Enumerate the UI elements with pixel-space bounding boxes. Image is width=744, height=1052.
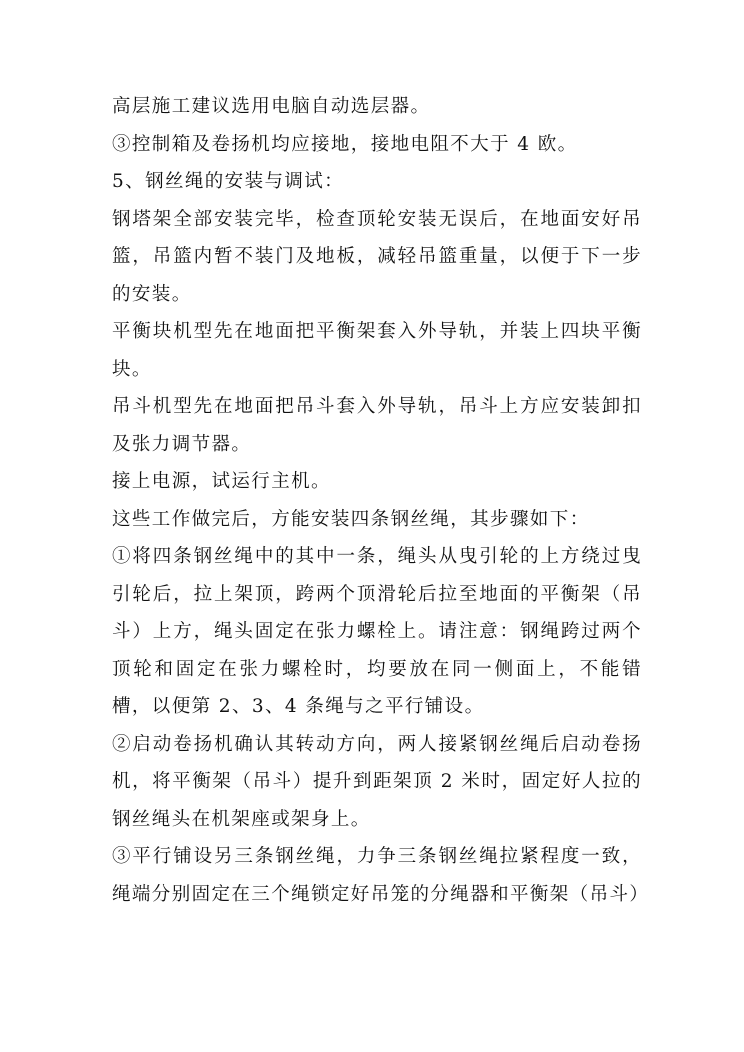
paragraph-step-3: ③平行铺设另三条钢丝绳，力争三条钢丝绳拉紧程度一致，绳端分别固定在三个绳锁定好吊笼的分绳器和平衡架（吊斗） (112, 846, 650, 905)
paragraph-steps-intro: 这些工作做完后，方能安装四条钢丝绳，其步骤如下： (112, 508, 590, 530)
paragraph-floor-selector: 高层施工建议选用电脑自动选层器。 (112, 96, 431, 117)
paragraph-step-1: ①将四条钢丝绳中的其中一条，绳头从曳引轮的上方绕过曳引轮后，拉上架顶，跨两个顶滑轮后拉至地面的平衡架（吊斗）上方，绳头固定在张力螺栓上。请注意：钢绳跨过两个顶轮和固定在张力螺栓时，均要放在同一侧面上，不能错槽，以便第 2、3、4 条绳与之平行铺设。 (112, 546, 642, 717)
paragraph-grounding: ③控制箱及卷扬机均应接地，接地电阻不大于 4 欧。 (112, 133, 578, 155)
section-heading-wire-rope: 5、钢丝绳的安装与调试： (112, 171, 345, 192)
paragraph-tower-installed: 钢塔架全部安装完毕，检查顶轮安装无误后，在地面安好吊篮，吊篮内暂不装门及地板，减轻吊篮重量，以便于下一步的安装。 (112, 208, 642, 305)
paragraph-power-test: 接上电源，试运行主机。 (112, 471, 331, 492)
paragraph-bucket-model: 吊斗机型先在地面把吊斗套入外导轨，吊斗上方应安装卸扣及张力调节器。 (112, 396, 642, 455)
paragraph-counterweight-model: 平衡块机型先在地面把平衡架套入外导轨，并装上四块平衡块。 (112, 321, 642, 380)
document-body (112, 88, 650, 913)
paragraph-step-2: ②启动卷扬机确认其转动方向，两人接紧钢丝绳后启动卷扬机，将平衡架（吊斗）提升到距架顶 2 米时，固定好人拉的钢丝绳头在机架座或架身上。 (112, 733, 642, 830)
